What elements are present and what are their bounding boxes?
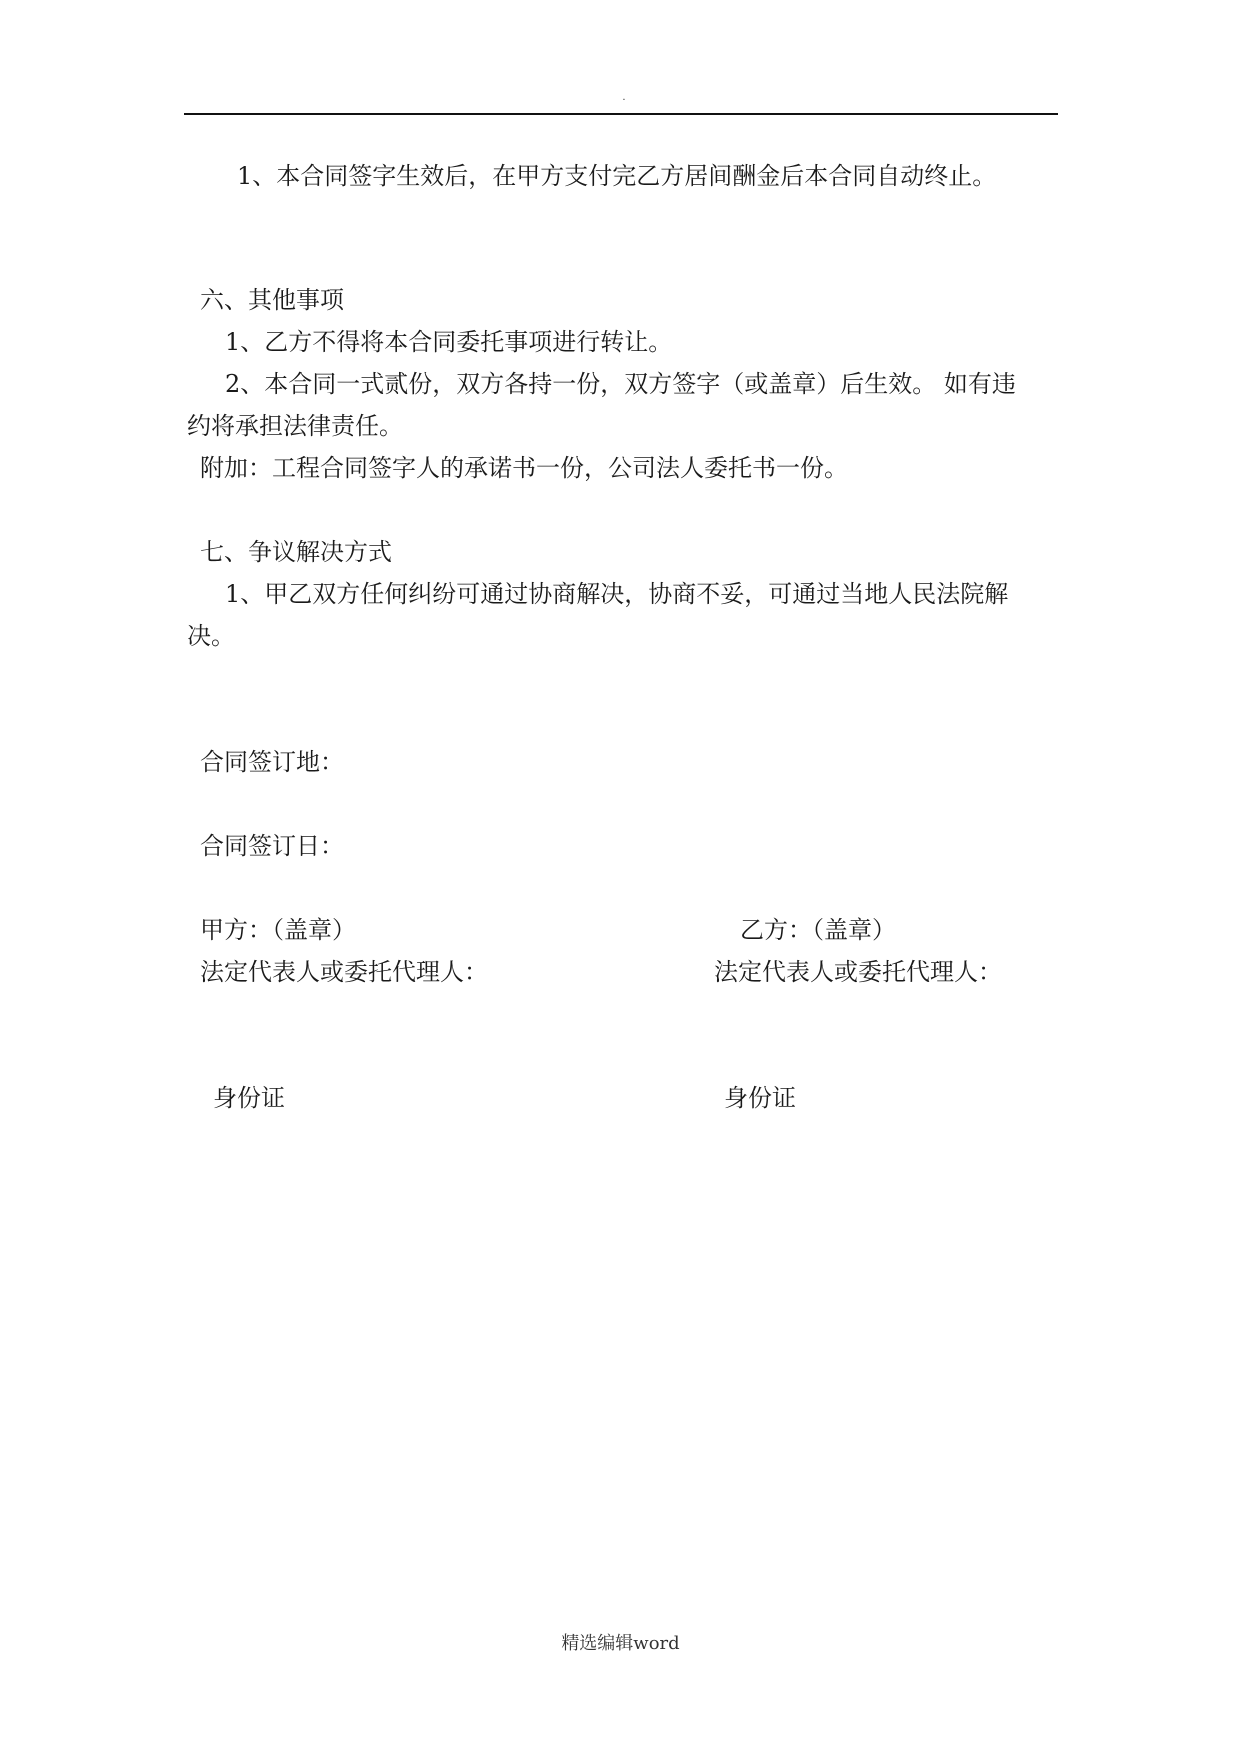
signing-place-label: 合同签订地： — [200, 748, 344, 776]
header-mark: . — [622, 92, 626, 103]
party-b-representative-label: 法定代表人或委托代理人： — [714, 958, 1002, 986]
party-b-seal-label: 乙方：（盖章） — [740, 916, 896, 944]
party-a-representative-label: 法定代表人或委托代理人： — [200, 958, 488, 986]
header-divider — [184, 113, 1058, 115]
addendum-note: 附加：工程合同签字人的承诺书一份，公司法人委托书一份。 — [200, 454, 848, 482]
party-a-seal-label: 甲方：（盖章） — [200, 916, 356, 944]
section-seven-title: 七、争议解决方式 — [200, 538, 392, 566]
section-seven-item-1-line-1: 1、甲乙双方任何纠纷可通过协商解决，协商不妥，可通过当地人民法院解 — [225, 580, 1009, 608]
party-b-id-label: 身份证 — [724, 1084, 796, 1112]
section-six-item-1: 1、乙方不得将本合同委托事项进行转让。 — [225, 328, 673, 356]
section-six-item-2-line-2: 约将承担法律责任。 — [187, 412, 403, 440]
section-seven-item-1-line-2: 决。 — [187, 622, 235, 650]
footer-text: 精选编辑word — [561, 1633, 680, 1654]
section-six-item-2-line-1: 2、本合同一式贰份，双方各持一份，双方签字（或盖章）后生效。 如有违 — [225, 370, 1016, 398]
termination-clause: 1、本合同签字生效后，在甲方支付完乙方居间酬金后本合同自动终止。 — [237, 162, 997, 190]
signing-date-label: 合同签订日： — [200, 832, 344, 860]
section-six-title: 六、其他事项 — [200, 286, 344, 314]
party-a-id-label: 身份证 — [213, 1084, 285, 1112]
